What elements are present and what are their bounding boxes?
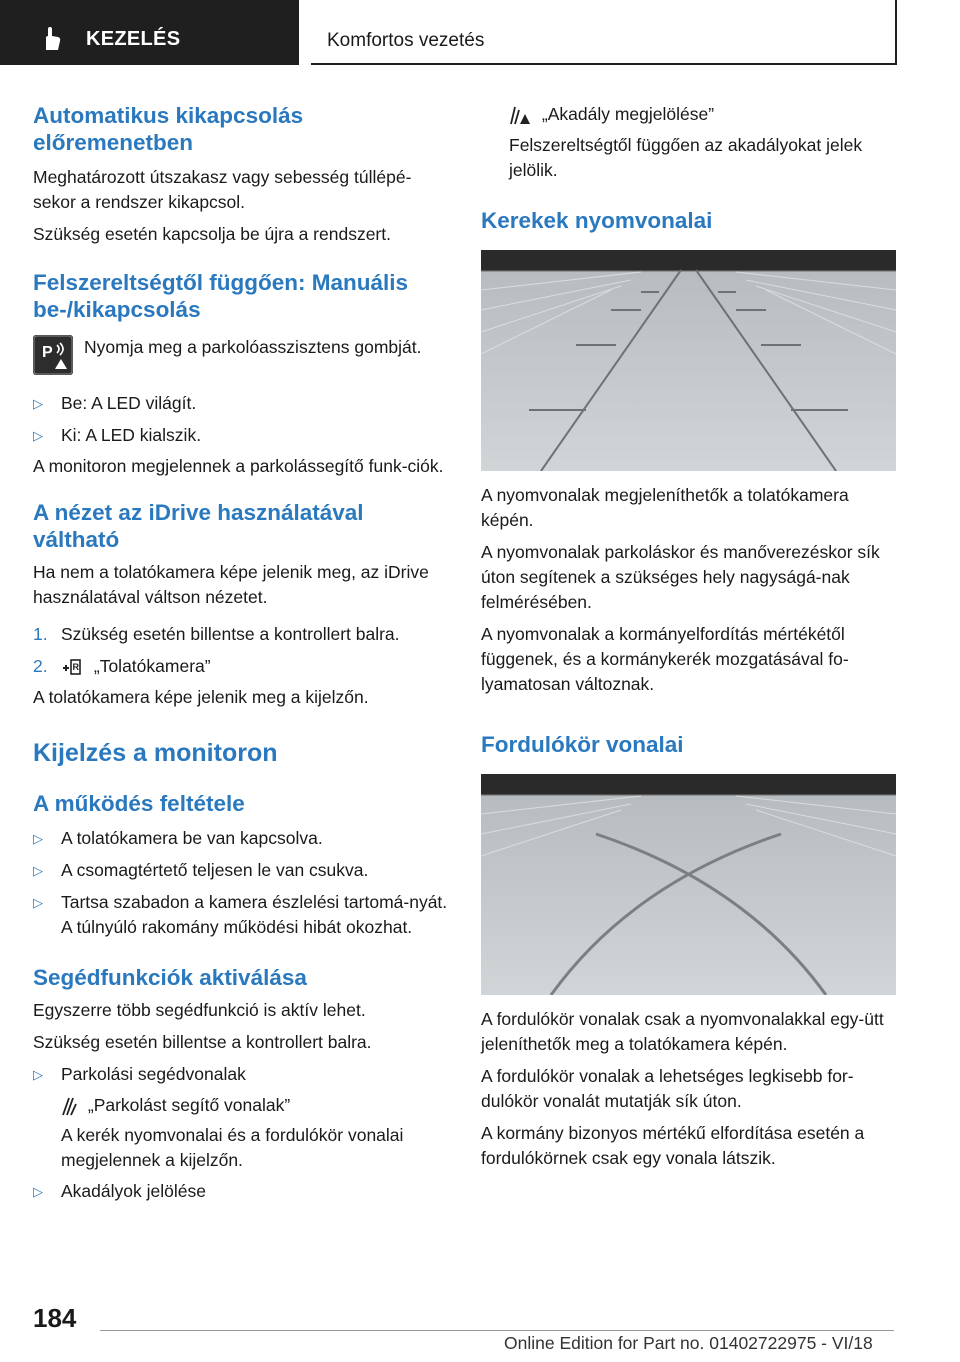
paragraph: Felszereltségtől függően az akadályokat jelek jelölik. bbox=[509, 135, 863, 180]
list-item: ▷ Be: A LED világít. bbox=[33, 391, 448, 416]
chapter-title: Komfortos vezetés bbox=[327, 30, 485, 51]
hand-icon bbox=[38, 26, 64, 52]
paragraph: Meghatározott útszakasz vagy sebesség túllépé-sekor a rendszer kikapcsol. bbox=[33, 167, 412, 212]
footer-divider bbox=[100, 1330, 894, 1331]
turning-circle-image bbox=[481, 774, 896, 995]
paragraph: Nyomja meg a parkolóasszisztens gombját. bbox=[84, 337, 422, 357]
paragraph: A nyomvonalak megjeleníthetők a tolatókamera képén. bbox=[481, 485, 849, 530]
paragraph: Szükség esetén billentse a kontrollert balra. bbox=[33, 1032, 372, 1052]
heading-display: Kijelzés a monitoron bbox=[33, 739, 278, 767]
chapter-tab bbox=[311, 0, 897, 65]
list-item: ▷ Parkolási segédvonalak bbox=[33, 1062, 448, 1087]
parking-lines-icon bbox=[61, 1096, 77, 1116]
paragraph: Ha nem a tolatókamera képe jelenik meg, az iDrive használatával váltson nézetet. bbox=[33, 562, 429, 607]
parking-assistant-button-icon bbox=[33, 335, 73, 375]
paragraph: A kerék nyomvonalai és a fordulókör vonalai megjelennek a kijelzőn. bbox=[61, 1125, 404, 1170]
heading-condition: A működés feltétele bbox=[33, 791, 245, 816]
paragraph: Egyszerre több segédfunkció is aktív lehet. bbox=[33, 1000, 366, 1020]
paragraph: A fordulókör vonalak csak a nyomvonalakkal egy-ütt jeleníthetők meg a tolatókamera képén. bbox=[481, 1009, 884, 1054]
list-item bbox=[33, 654, 448, 679]
paragraph: A kormány bizonyos mértékű elfordítása esetén a fordulókörnek csak egy vonala látszik. bbox=[481, 1123, 865, 1168]
svg-text:R: R bbox=[72, 662, 79, 673]
step-number: 2. bbox=[33, 656, 48, 676]
step-text: Szükség esetén billentse a kontrollert balra. bbox=[61, 624, 400, 644]
list-item: ▷ A tolatókamera be van kapcsolva. bbox=[33, 826, 448, 851]
heading-tracks: Kerekek nyomvonalai bbox=[481, 208, 713, 233]
heading-aux: Segédfunkciók aktiválása bbox=[33, 965, 307, 990]
paragraph: A fordulókör vonalak a lehetséges legkisebb for-dulókör vonalát mutatják sík úton. bbox=[481, 1066, 854, 1111]
list-item: ▷ Ki: A LED kialszik. bbox=[33, 423, 448, 448]
track-lines-image bbox=[481, 250, 896, 471]
page-number: 184 bbox=[33, 1303, 77, 1333]
rear-camera-icon bbox=[61, 658, 83, 676]
list-item bbox=[33, 622, 448, 647]
step-text: „Tolatókamera” bbox=[93, 656, 211, 676]
menu-item-label: „Parkolást segítő vonalak” bbox=[87, 1095, 291, 1115]
menu-item-line bbox=[481, 102, 896, 127]
paragraph: Szükség esetén kapcsolja be újra a rendszert. bbox=[33, 224, 391, 244]
paragraph: A nyomvonalak a kormányelfordítás mértékétől függenek, és a kormánykerék mozgatásával fo-lyamatosan változnak. bbox=[481, 624, 849, 694]
svg-text:P: P bbox=[42, 344, 53, 361]
heading-turn: Fordulókör vonalai bbox=[481, 732, 684, 757]
paragraph: A nyomvonalak parkoláskor és manőverezéskor sík úton segítenek a szükséges hely nagyságá-nak felmérésében. bbox=[481, 542, 880, 612]
list-item: ▷ Akadályok jelölése bbox=[33, 1179, 448, 1204]
menu-item-label: „Akadály megjelölése” bbox=[541, 104, 715, 124]
list-item: ▷ A csomagtértető teljesen le van csukva. bbox=[33, 858, 448, 883]
heading-idrive: A nézet az iDrive használatával váltható bbox=[33, 500, 364, 552]
button-instruction bbox=[33, 335, 448, 379]
right-column bbox=[481, 102, 896, 1171]
edition-text: Online Edition for Part no. 01402722975 - VI/18 bbox=[504, 1333, 873, 1353]
paragraph: A tolatókamera képe jelenik meg a kijelzőn. bbox=[33, 687, 369, 707]
obstacle-marking-icon bbox=[509, 105, 531, 125]
paragraph: A monitoron megjelennek a parkolássegítő funk-ciók. bbox=[33, 456, 444, 476]
left-column bbox=[33, 102, 448, 1204]
heading-auto-off: Automatikus kikapcsolás előremenetben bbox=[33, 103, 304, 155]
step-number: 1. bbox=[33, 624, 48, 644]
menu-item-line bbox=[33, 1093, 448, 1118]
section-tab bbox=[0, 0, 299, 65]
heading-manual: Felszereltségtől függően: Manuális be-/kikapcsolás bbox=[33, 270, 409, 322]
section-title: KEZELÉS bbox=[86, 28, 181, 50]
list-item: ▷ Tartsa szabadon a kamera észlelési tartomá-nyát. A túlnyúló rakomány működési hibát okozhat. bbox=[33, 890, 448, 940]
